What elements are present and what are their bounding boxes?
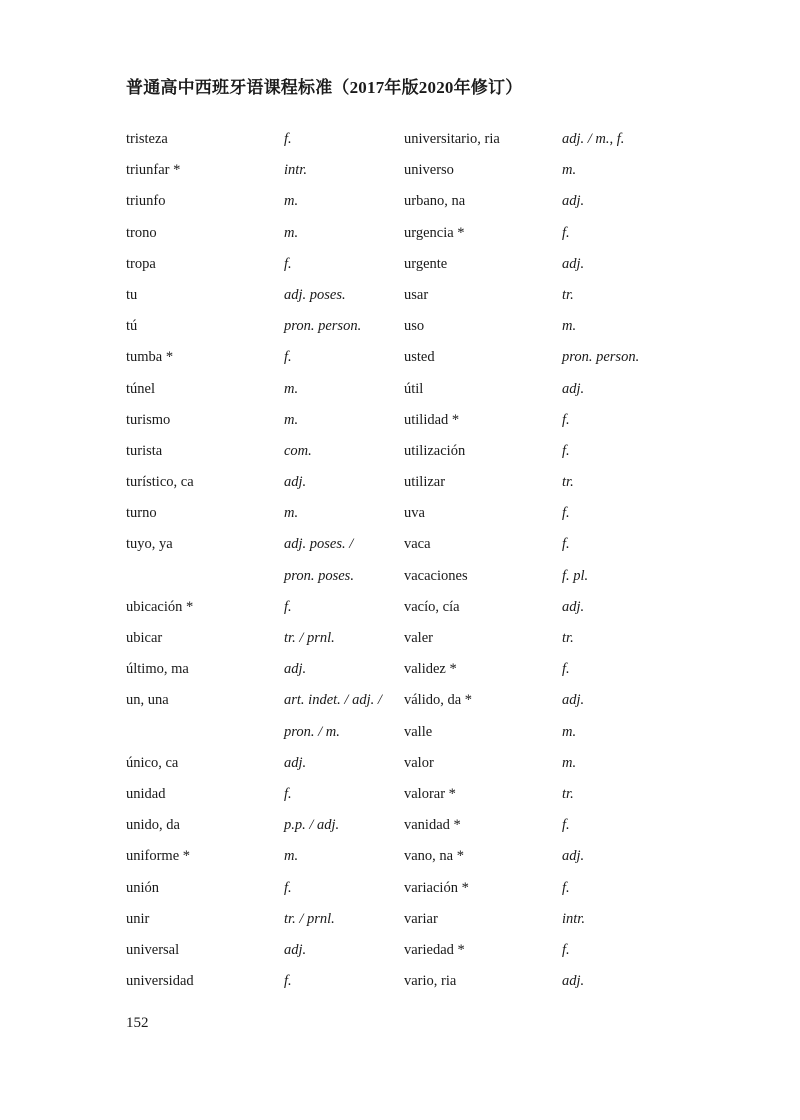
headword-right: universo: [404, 162, 454, 179]
pos-left: pron. poses.: [284, 567, 354, 584]
pos-left: tr. / prnl.: [284, 910, 335, 927]
pos-right: m.: [562, 162, 577, 179]
headword-right: válido, da *: [404, 692, 473, 709]
headword-left: universidad: [126, 973, 194, 990]
vocab-row: [0, 374, 800, 405]
headword-right: universitario, ria: [404, 131, 500, 147]
headword-left: único, ca: [126, 754, 179, 771]
pos-left: intr.: [284, 162, 307, 179]
pos-left: f.: [284, 973, 292, 990]
vocab-row: [0, 405, 800, 436]
pos-right: f.: [562, 224, 570, 241]
headword-right: vacaciones: [404, 567, 468, 584]
pos-right: f.: [562, 817, 570, 834]
pos-left: m.: [284, 505, 299, 522]
headword-left: tu: [126, 286, 138, 303]
headword-right: usar: [404, 286, 429, 303]
pos-right: adj.: [562, 973, 585, 990]
vocab-row: [0, 249, 800, 280]
headword-left: unido, da: [126, 817, 180, 834]
headword-left: ubicación *: [126, 598, 194, 615]
headword-right: uso: [404, 318, 425, 335]
headword-right: utilización: [404, 442, 466, 459]
pos-right: f.: [562, 536, 570, 553]
headword-left: triunfo: [126, 193, 166, 210]
pos-right: f.: [562, 941, 570, 958]
headword-left: tropa: [126, 255, 156, 272]
pos-left: p.p. / adj.: [284, 817, 340, 834]
vocab-row: [0, 186, 800, 217]
vocab-row: [0, 592, 800, 623]
headword-right: validez *: [404, 661, 457, 678]
pos-right: adj. / m., f.: [562, 131, 625, 147]
headword-left: unir: [126, 910, 150, 927]
headword-right: valorar *: [404, 785, 456, 802]
pos-left: tr. / prnl.: [284, 630, 335, 646]
headword-right: urgente: [404, 255, 448, 272]
headword-right: utilidad *: [404, 411, 460, 428]
vocab-row: [0, 498, 800, 529]
pos-right: adj.: [562, 848, 585, 865]
vocabulary-table: [0, 124, 800, 997]
pos-left: com.: [284, 442, 312, 459]
pos-left: art. indet. / adj. /: [284, 692, 382, 709]
vocab-row: [0, 654, 800, 685]
pos-left: adj.: [284, 941, 307, 958]
pos-right: intr.: [562, 910, 585, 927]
pos-right: f.: [562, 661, 570, 678]
pos-right: adj.: [562, 255, 585, 272]
headword-left: trono: [126, 224, 157, 241]
pos-right: tr.: [562, 474, 574, 491]
headword-right: uva: [404, 505, 425, 522]
pos-left: adj.: [284, 754, 307, 771]
pos-right: f.: [562, 505, 570, 522]
vocab-row: [0, 966, 800, 997]
pos-right: adj.: [562, 193, 585, 210]
pos-left: adj. poses.: [284, 286, 346, 303]
headword-right: vanidad *: [404, 817, 461, 834]
page-number: 152: [126, 1015, 149, 1031]
pos-left: pron. / m.: [284, 723, 340, 740]
vocab-row: [0, 904, 800, 935]
vocab-row: [0, 311, 800, 342]
pos-right: tr.: [562, 785, 574, 802]
headword-left: unidad: [126, 785, 166, 802]
vocab-row: [0, 841, 800, 872]
headword-left: tú: [126, 318, 138, 335]
headword-right: vano, na *: [404, 848, 464, 865]
vocab-row: [0, 935, 800, 966]
pos-left: m.: [284, 848, 299, 865]
pos-left: adj.: [284, 661, 307, 678]
headword-right: urbano, na: [404, 193, 466, 210]
pos-left: f.: [284, 255, 292, 272]
pos-left: m.: [284, 411, 299, 428]
pos-left: f.: [284, 879, 292, 896]
headword-left: unión: [126, 879, 160, 896]
headword-left: triunfar *: [126, 162, 181, 179]
vocab-row: [0, 342, 800, 373]
vocab-row: [0, 810, 800, 841]
pos-right: f.: [562, 442, 570, 459]
vocab-row: [0, 873, 800, 904]
pos-left: adj.: [284, 474, 307, 491]
headword-right: utilizar: [404, 474, 446, 491]
vocab-row: [0, 529, 800, 560]
page-header-title: 普通高中西班牙语课程标准（2017年版2020年修订）: [126, 78, 523, 97]
headword-right: urgencia *: [404, 224, 465, 241]
headword-left: ubicar: [126, 630, 163, 646]
pos-left: f.: [284, 349, 292, 366]
vocab-row: [0, 685, 800, 716]
vocab-row: [0, 124, 800, 155]
vocab-row: [0, 623, 800, 654]
pos-left: f.: [284, 785, 292, 802]
pos-right: m.: [562, 754, 577, 771]
headword-left: turista: [126, 442, 163, 459]
pos-right: tr.: [562, 630, 574, 646]
headword-right: vaca: [404, 536, 431, 553]
headword-left: último, ma: [126, 661, 189, 678]
vocab-row: [0, 779, 800, 810]
pos-left: adj. poses. /: [284, 536, 354, 553]
headword-right: valer: [404, 630, 433, 646]
pos-right: adj.: [562, 598, 585, 615]
headword-right: vario, ria: [404, 973, 457, 990]
pos-left: f.: [284, 131, 292, 147]
headword-left: turístico, ca: [126, 474, 194, 491]
pos-right: m.: [562, 723, 577, 740]
pos-left: m.: [284, 193, 299, 210]
headword-right: vacío, cía: [404, 598, 460, 615]
pos-left: f.: [284, 598, 292, 615]
vocab-row: [0, 561, 800, 592]
headword-right: valle: [404, 723, 433, 740]
headword-left: turismo: [126, 411, 171, 428]
headword-right: variación *: [404, 879, 469, 896]
pos-right: f.: [562, 879, 570, 896]
pos-left: m.: [284, 380, 299, 397]
headword-left: universal: [126, 941, 180, 958]
pos-right: m.: [562, 318, 577, 335]
headword-left: tuyo, ya: [126, 536, 173, 553]
pos-right: tr.: [562, 286, 574, 303]
headword-right: variedad *: [404, 941, 465, 958]
vocab-row: [0, 717, 800, 748]
vocab-row: [0, 280, 800, 311]
pos-left: m.: [284, 224, 299, 241]
pos-right: adj.: [562, 692, 585, 709]
vocab-row: [0, 155, 800, 186]
vocab-row: [0, 436, 800, 467]
pos-right: pron. person.: [562, 349, 640, 366]
headword-right: útil: [404, 380, 424, 397]
pos-right: f. pl.: [562, 567, 589, 584]
pos-right: f.: [562, 411, 570, 428]
headword-left: un, una: [126, 692, 169, 709]
headword-right: usted: [404, 349, 435, 366]
pos-right: adj.: [562, 380, 585, 397]
headword-left: tristeza: [126, 131, 168, 147]
headword-left: uniforme *: [126, 848, 191, 865]
headword-right: variar: [404, 910, 438, 927]
pos-left: pron. person.: [284, 318, 362, 335]
headword-left: tumba *: [126, 349, 174, 366]
headword-right: valor: [404, 754, 434, 771]
vocab-row: [0, 467, 800, 498]
vocab-row: [0, 748, 800, 779]
headword-left: turno: [126, 505, 157, 522]
vocab-row: [0, 218, 800, 249]
headword-left: túnel: [126, 380, 155, 397]
